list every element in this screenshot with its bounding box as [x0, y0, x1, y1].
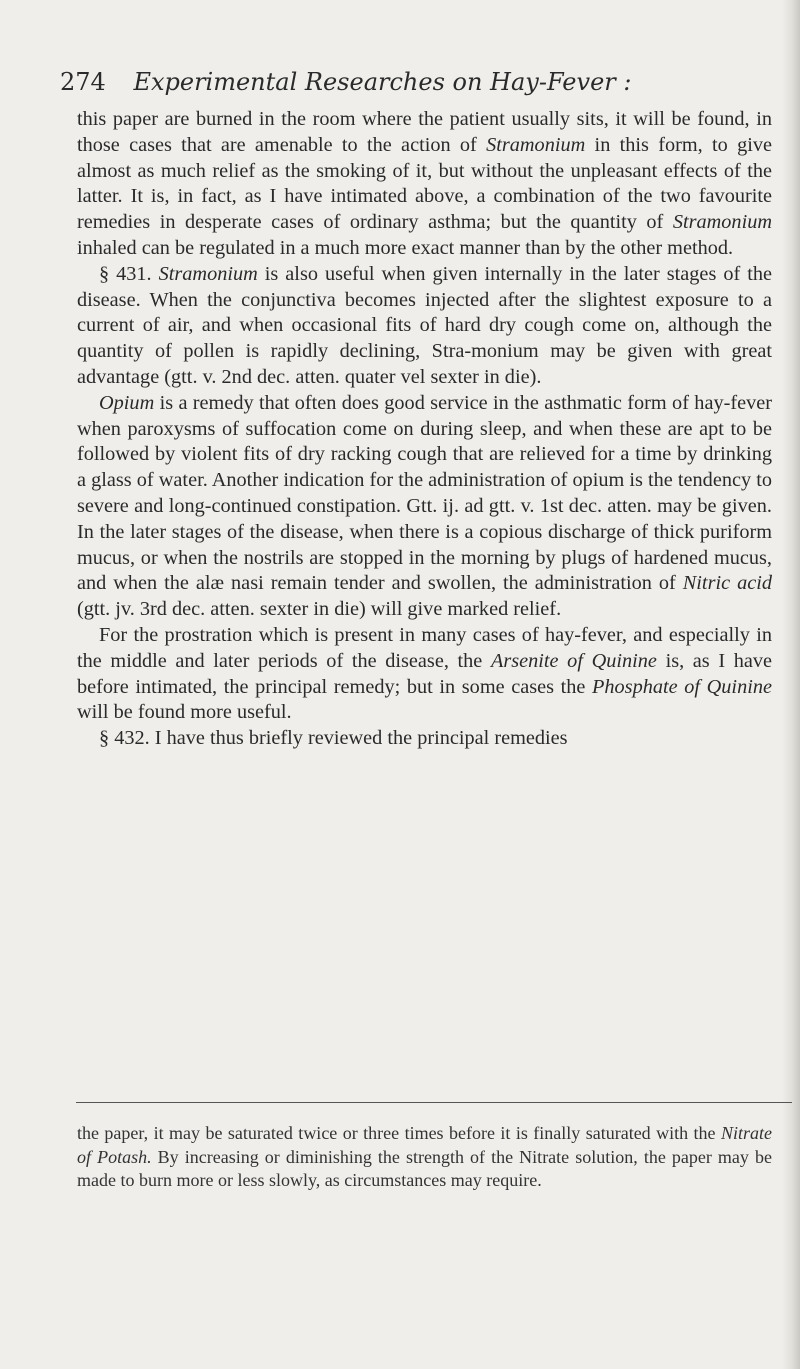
paragraph-section-432: § 432. I have thus briefly reviewed the principal remedies [99, 727, 568, 750]
main-text [77, 107, 772, 752]
page-edge-shadow [782, 0, 800, 1369]
page-header [60, 68, 760, 108]
footnote-divider [76, 1102, 792, 1103]
page-number: 274 [60, 68, 106, 96]
paragraph-continuation: this paper are burned in the room where the patient usually sits, it will be found, in those cases that are amenable to the action of Stramonium in this form, to give almost as much relief as the smoking of it, but without the unpleasant effects of the latter. It is, in fact, as I have intimated above, a combination of the two favourite remedies in desperate cases of ordinary asthma; but the quantity of Stramonium inhaled can be regulated in a much more exact manner than by the other method. [77, 108, 772, 259]
paragraph-section-431: § 431. Stramonium is also useful when given internally in the later stages of the disease. When the conjunctiva becomes injected after the slightest exposure to a current of air, and when occasional fits of hard dry cough come on, although the quantity of pollen is rapidly declining, Stra-monium may be given with great advantage (gtt. v. 2nd dec. atten. quater vel sexter in die). [77, 262, 772, 388]
running-title: Experimental Researches on Hay-Fever : [133, 68, 632, 96]
paragraph-opium: Opium is a remedy that often does good service in the asthmatic form of hay-fever when paroxysms of suffocation come on during sleep, and when these are apt to be followed by violent fits of dry racking cough that are relieved for a time by drinking a glass of water. Another indication for the administration of opium is the tendency to severe and long-continued constipation. Gtt. ij. ad gtt. v. 1st dec. atten. may be given. In the later stages of the disease, when there is a copious discharge of thick puriform mucus, or when the nostrils are stopped in the morning by plugs of hardened mucus, and when the alæ nasi remain tender and swollen, the administration of Nitric acid (gtt. jv. 3rd dec. atten. sexter in die) will give marked relief. [77, 391, 772, 621]
paragraph-prostration: For the prostration which is present in many cases of hay-fever, and especially in the middle and later periods of the disease, the Arsenite of Quinine is, as I have before intimated, the principal remedy; but in some cases the Phosphate of Quinine will be found more useful. [77, 623, 773, 724]
footnote: the paper, it may be saturated twice or three times before it is finally saturated with the Nitrate of Potash. By increasing or diminishing the strength of the Nitrate solution, the paper may be made to burn more or less slowly, as circumstances may require. [77, 1123, 772, 1190]
